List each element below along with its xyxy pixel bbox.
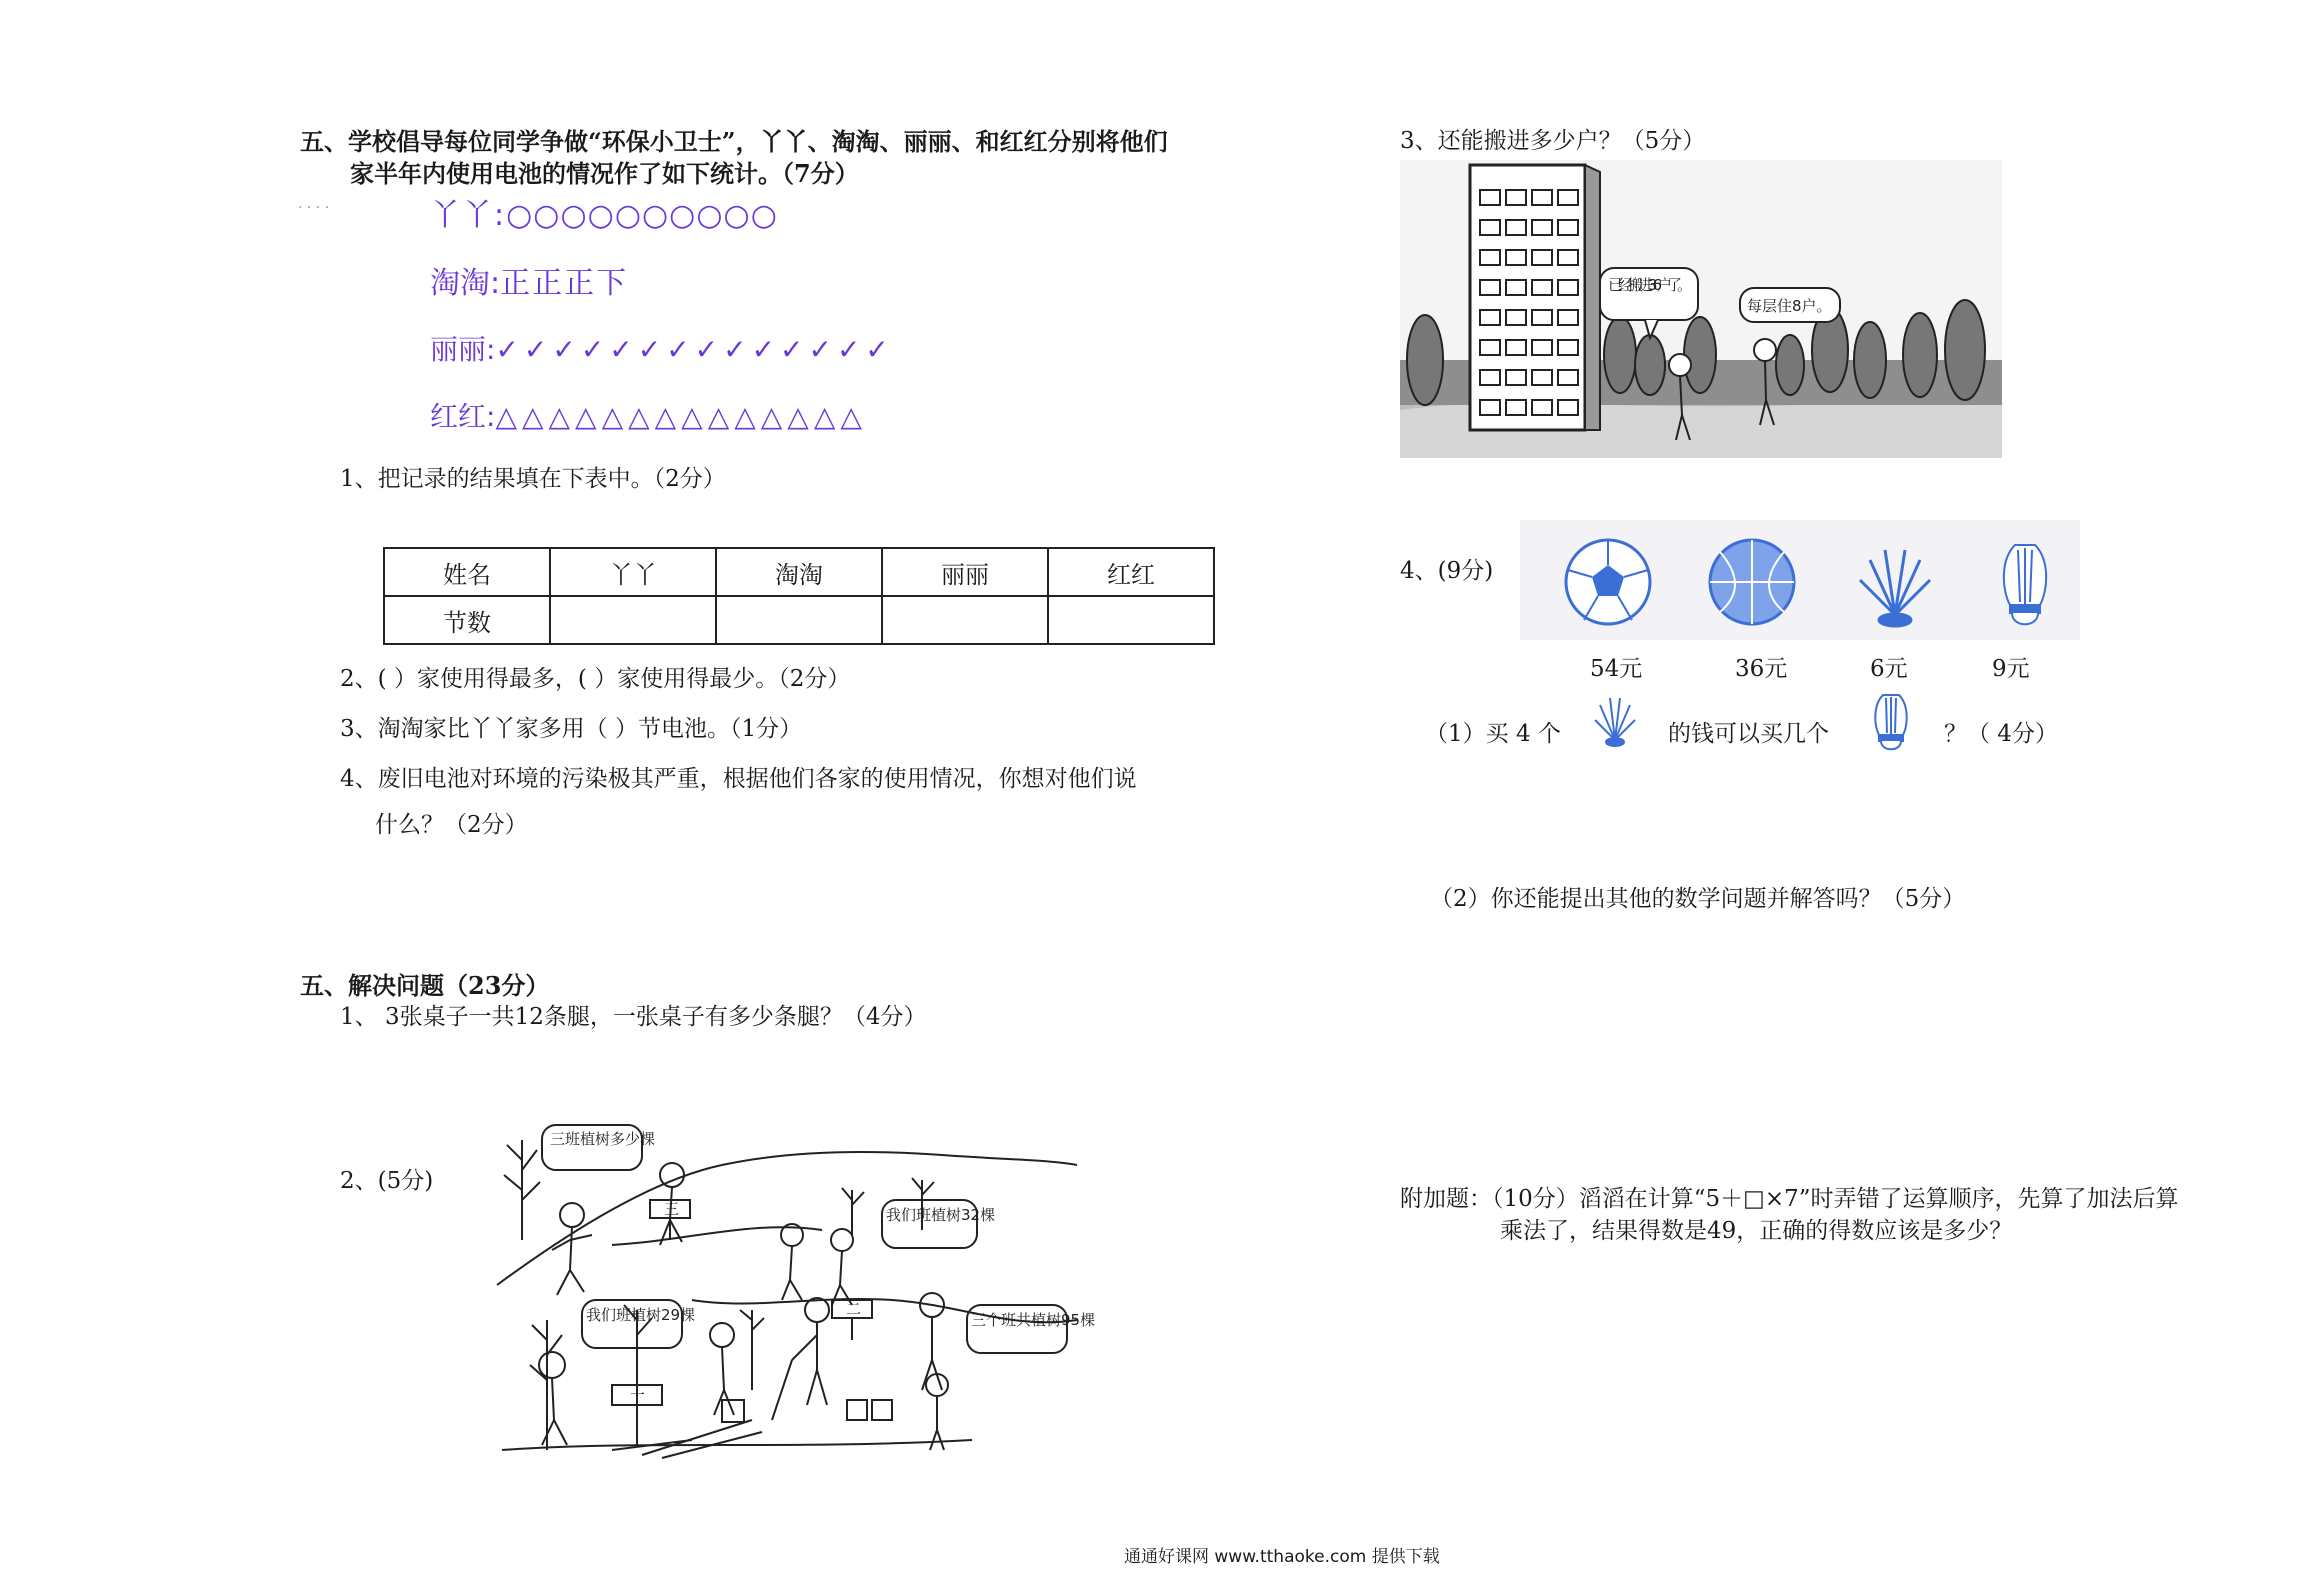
tally-name: 红红: — [430, 400, 496, 433]
table-header-cell: 姓名 — [384, 548, 550, 596]
price-soccer: 54元 — [1590, 656, 1643, 682]
footer-credit: 通通好课网 www.tthaoke.com 提供下载 — [1124, 1547, 1440, 1567]
tally-honghong — [430, 395, 867, 435]
tally-yaya — [430, 190, 778, 234]
solve-heading: 五、解决问题（23分） — [300, 971, 550, 1000]
answer-cell-taotao[interactable] — [716, 596, 882, 644]
bonus-question: 附加题：（10分）滔滔在计算“5＋□×7”时弄错了运算顺序，先算了加法后算 — [1400, 1186, 2179, 1212]
badminton-shuttlecock-icon — [2004, 545, 2046, 624]
section5-heading: 五、学校倡导每位同学争做“环保小卫士”，丫丫、淘淘、丽丽、和红红分别将他们 — [300, 127, 1168, 156]
bubble-text: 已经搬进36户了。 — [1608, 276, 1692, 294]
sign-text: 一 — [630, 1386, 646, 1404]
table-header-cell: 丫丫 — [550, 548, 716, 596]
question-4: 4、废旧电池对环境的污染极其严重，根据他们各家的使用情况，你想对他们说 — [340, 766, 1137, 792]
question-4-cont: 什么？（2分） — [375, 812, 528, 838]
solve-question-2: 2、(5分) — [340, 1168, 434, 1194]
sign-text: 二 — [846, 1300, 862, 1318]
tally-lili — [430, 328, 894, 368]
answer-cell-honghong[interactable] — [1048, 596, 1214, 644]
question-3: 3、淘淘家比丫丫家多用（ ）节电池。（1分） — [340, 716, 803, 742]
bubble-text: 我们班植树32棵 — [886, 1206, 996, 1224]
q4-part1-c: ？（ 4分） — [1944, 721, 2058, 747]
tree-planting-drawing — [492, 1120, 1096, 1470]
q4-part1-b: 的钱可以买几个 — [1668, 721, 1829, 747]
shuttlecock-kick-icon — [1590, 690, 1640, 750]
table-header-row — [384, 548, 1214, 596]
price-shuttlecock-kick: 6元 — [1870, 656, 1908, 682]
bubble-text: 我们班植树29棵 — [586, 1306, 696, 1324]
table-header-cell: 丽丽 — [882, 548, 1048, 596]
right-question-3: 3、还能搬进多少户？（5分） — [1400, 128, 1706, 154]
section5-heading-cont: 家半年内使用电池的情况作了如下统计。（7分） — [350, 159, 859, 188]
tally-marks: ✓✓✓✓✓✓✓✓✓✓✓✓✓✓ — [495, 333, 894, 366]
table-header-cell: 红红 — [1048, 548, 1214, 596]
tally-name: 丽丽: — [430, 333, 496, 366]
tally-name: 淘淘: — [430, 266, 501, 301]
margin-dots: · · · · — [298, 200, 330, 216]
badminton-shuttlecock-icon — [1870, 690, 1912, 754]
record-table — [383, 547, 1215, 645]
items-panel — [1520, 520, 2080, 640]
q4-part2: （2）你还能提出其他的数学问题并解答吗？（5分） — [1430, 886, 1966, 912]
shuttlecock-kick-icon — [1860, 550, 1930, 626]
price-basketball: 36元 — [1735, 656, 1788, 682]
table-header-cell: 淘淘 — [716, 548, 882, 596]
sign-text: 三 — [664, 1200, 680, 1218]
tally-marks: △△△△△△△△△△△△△△ — [495, 400, 867, 433]
solve-question-1: 1、 3张桌子一共12条腿，一张桌子有多少条腿？（4分） — [340, 1004, 927, 1030]
answer-cell-lili[interactable] — [882, 596, 1048, 644]
table-row — [384, 596, 1214, 644]
question-2: 2、( ）家使用得最多，( ）家使用得最少。（2分） — [340, 666, 851, 692]
building-illustration — [1400, 160, 2002, 458]
building-drawing — [1400, 160, 2002, 458]
bubble-text: 每层住8户。 — [1747, 297, 1832, 315]
price-badminton: 9元 — [1992, 656, 2030, 682]
tally-taotao — [430, 258, 628, 302]
question-1: 1、把记录的结果填在下表中。（2分） — [340, 466, 726, 492]
table-row-label: 节数 — [384, 596, 550, 644]
tally-name: 丫丫: — [430, 198, 507, 233]
right-question-4: 4、(9分) — [1400, 558, 1494, 584]
tally-marks: ○○○○○○○○○○ — [506, 198, 778, 233]
items-drawing — [1520, 520, 2080, 640]
bonus-question-cont: 乘法了，结果得数是49，正确的得数应该是多少？ — [1500, 1218, 2013, 1244]
q4-part1-a: （1）买 4 个 — [1425, 721, 1561, 747]
tree-planting-illustration — [492, 1120, 1096, 1470]
answer-cell-yaya[interactable] — [550, 596, 716, 644]
bubble-text: 三个班共植树95棵 — [971, 1311, 1096, 1329]
bubble-text: 三班植树多少棵 — [550, 1130, 656, 1148]
tally-marks: 正正正下 — [500, 266, 629, 301]
